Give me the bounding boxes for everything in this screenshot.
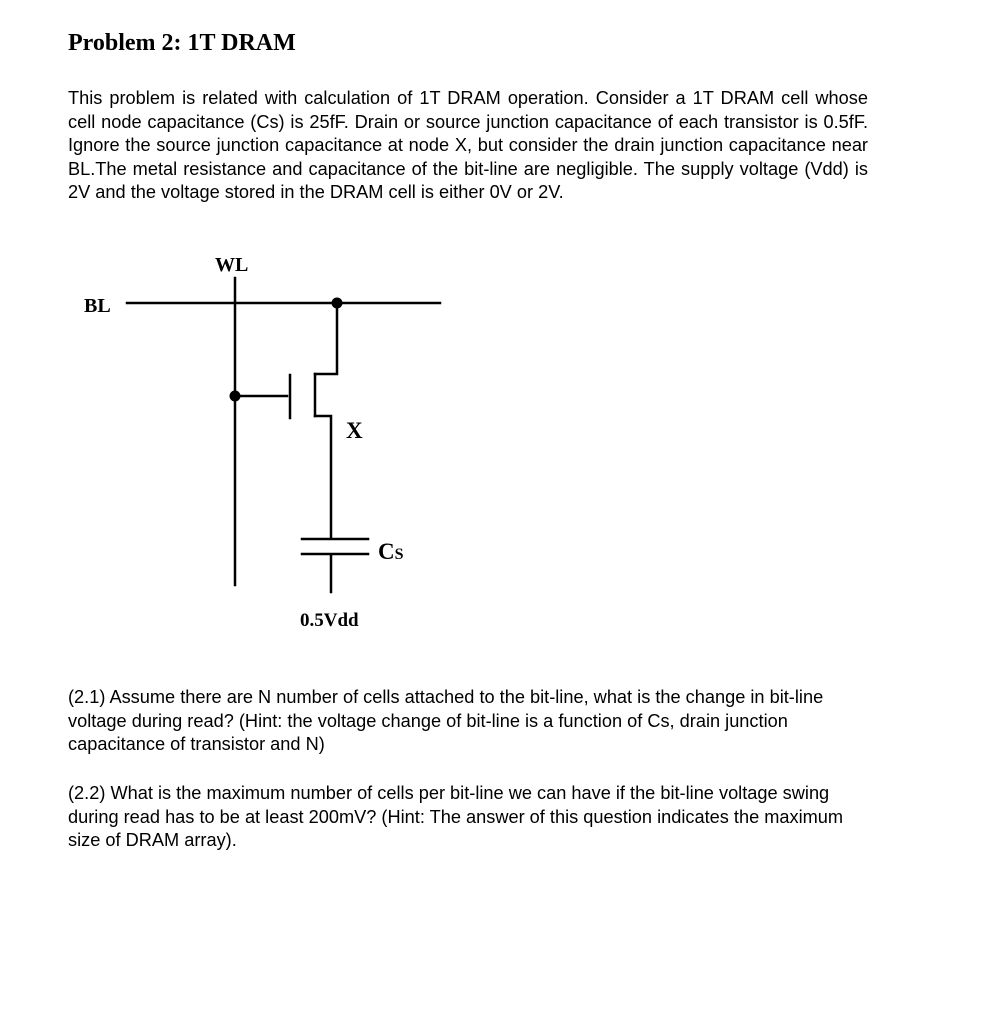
capacitor-label-sub: S bbox=[394, 546, 404, 563]
plate-voltage-label: 0.5Vdd bbox=[300, 610, 359, 631]
problem-description: This problem is related with calculation of 1T DRAM operation. Consider a 1T DRAM cell whose cell node capacitance (Cs) is 25fF. Drain or source junction capacitance of each transistor is 0.5fF. Ignore the source junction capacitance at node X, but consider the drain junction capacitance near BL.The metal resistance and capacitance of the bit-line are negligible. The supply voltage (Vdd) is 2V and the voltage stored in the DRAM cell is either 0V or 2V. bbox=[68, 88, 868, 202]
wordline-junction-dot bbox=[230, 391, 241, 402]
bitline-label: BL bbox=[84, 295, 111, 317]
capacitor-label bbox=[378, 539, 404, 564]
bitline-junction-dot bbox=[332, 298, 343, 309]
problem-title: Problem 2: 1T DRAM bbox=[68, 30, 296, 56]
wordline-label: WL bbox=[215, 254, 249, 276]
source-lead bbox=[315, 416, 331, 537]
node-x-label: X bbox=[346, 418, 363, 443]
drain-lead bbox=[315, 303, 337, 374]
question-2-1: (2.1) Assume there are N number of cells attached to the bit-line, what is the change in bit-line voltage during read? (Hint: the voltage change of bit-line is a function of Cs, drain junction capacitance of transistor and N) bbox=[68, 687, 824, 754]
question-2-2: (2.2) What is the maximum number of cells per bit-line we can have if the bit-line voltage swing during read has to be at least 200mV? (Hint: The answer of this question indicates the maximum size of DRAM array). bbox=[68, 783, 844, 850]
capacitor-label-main: C bbox=[378, 539, 395, 564]
